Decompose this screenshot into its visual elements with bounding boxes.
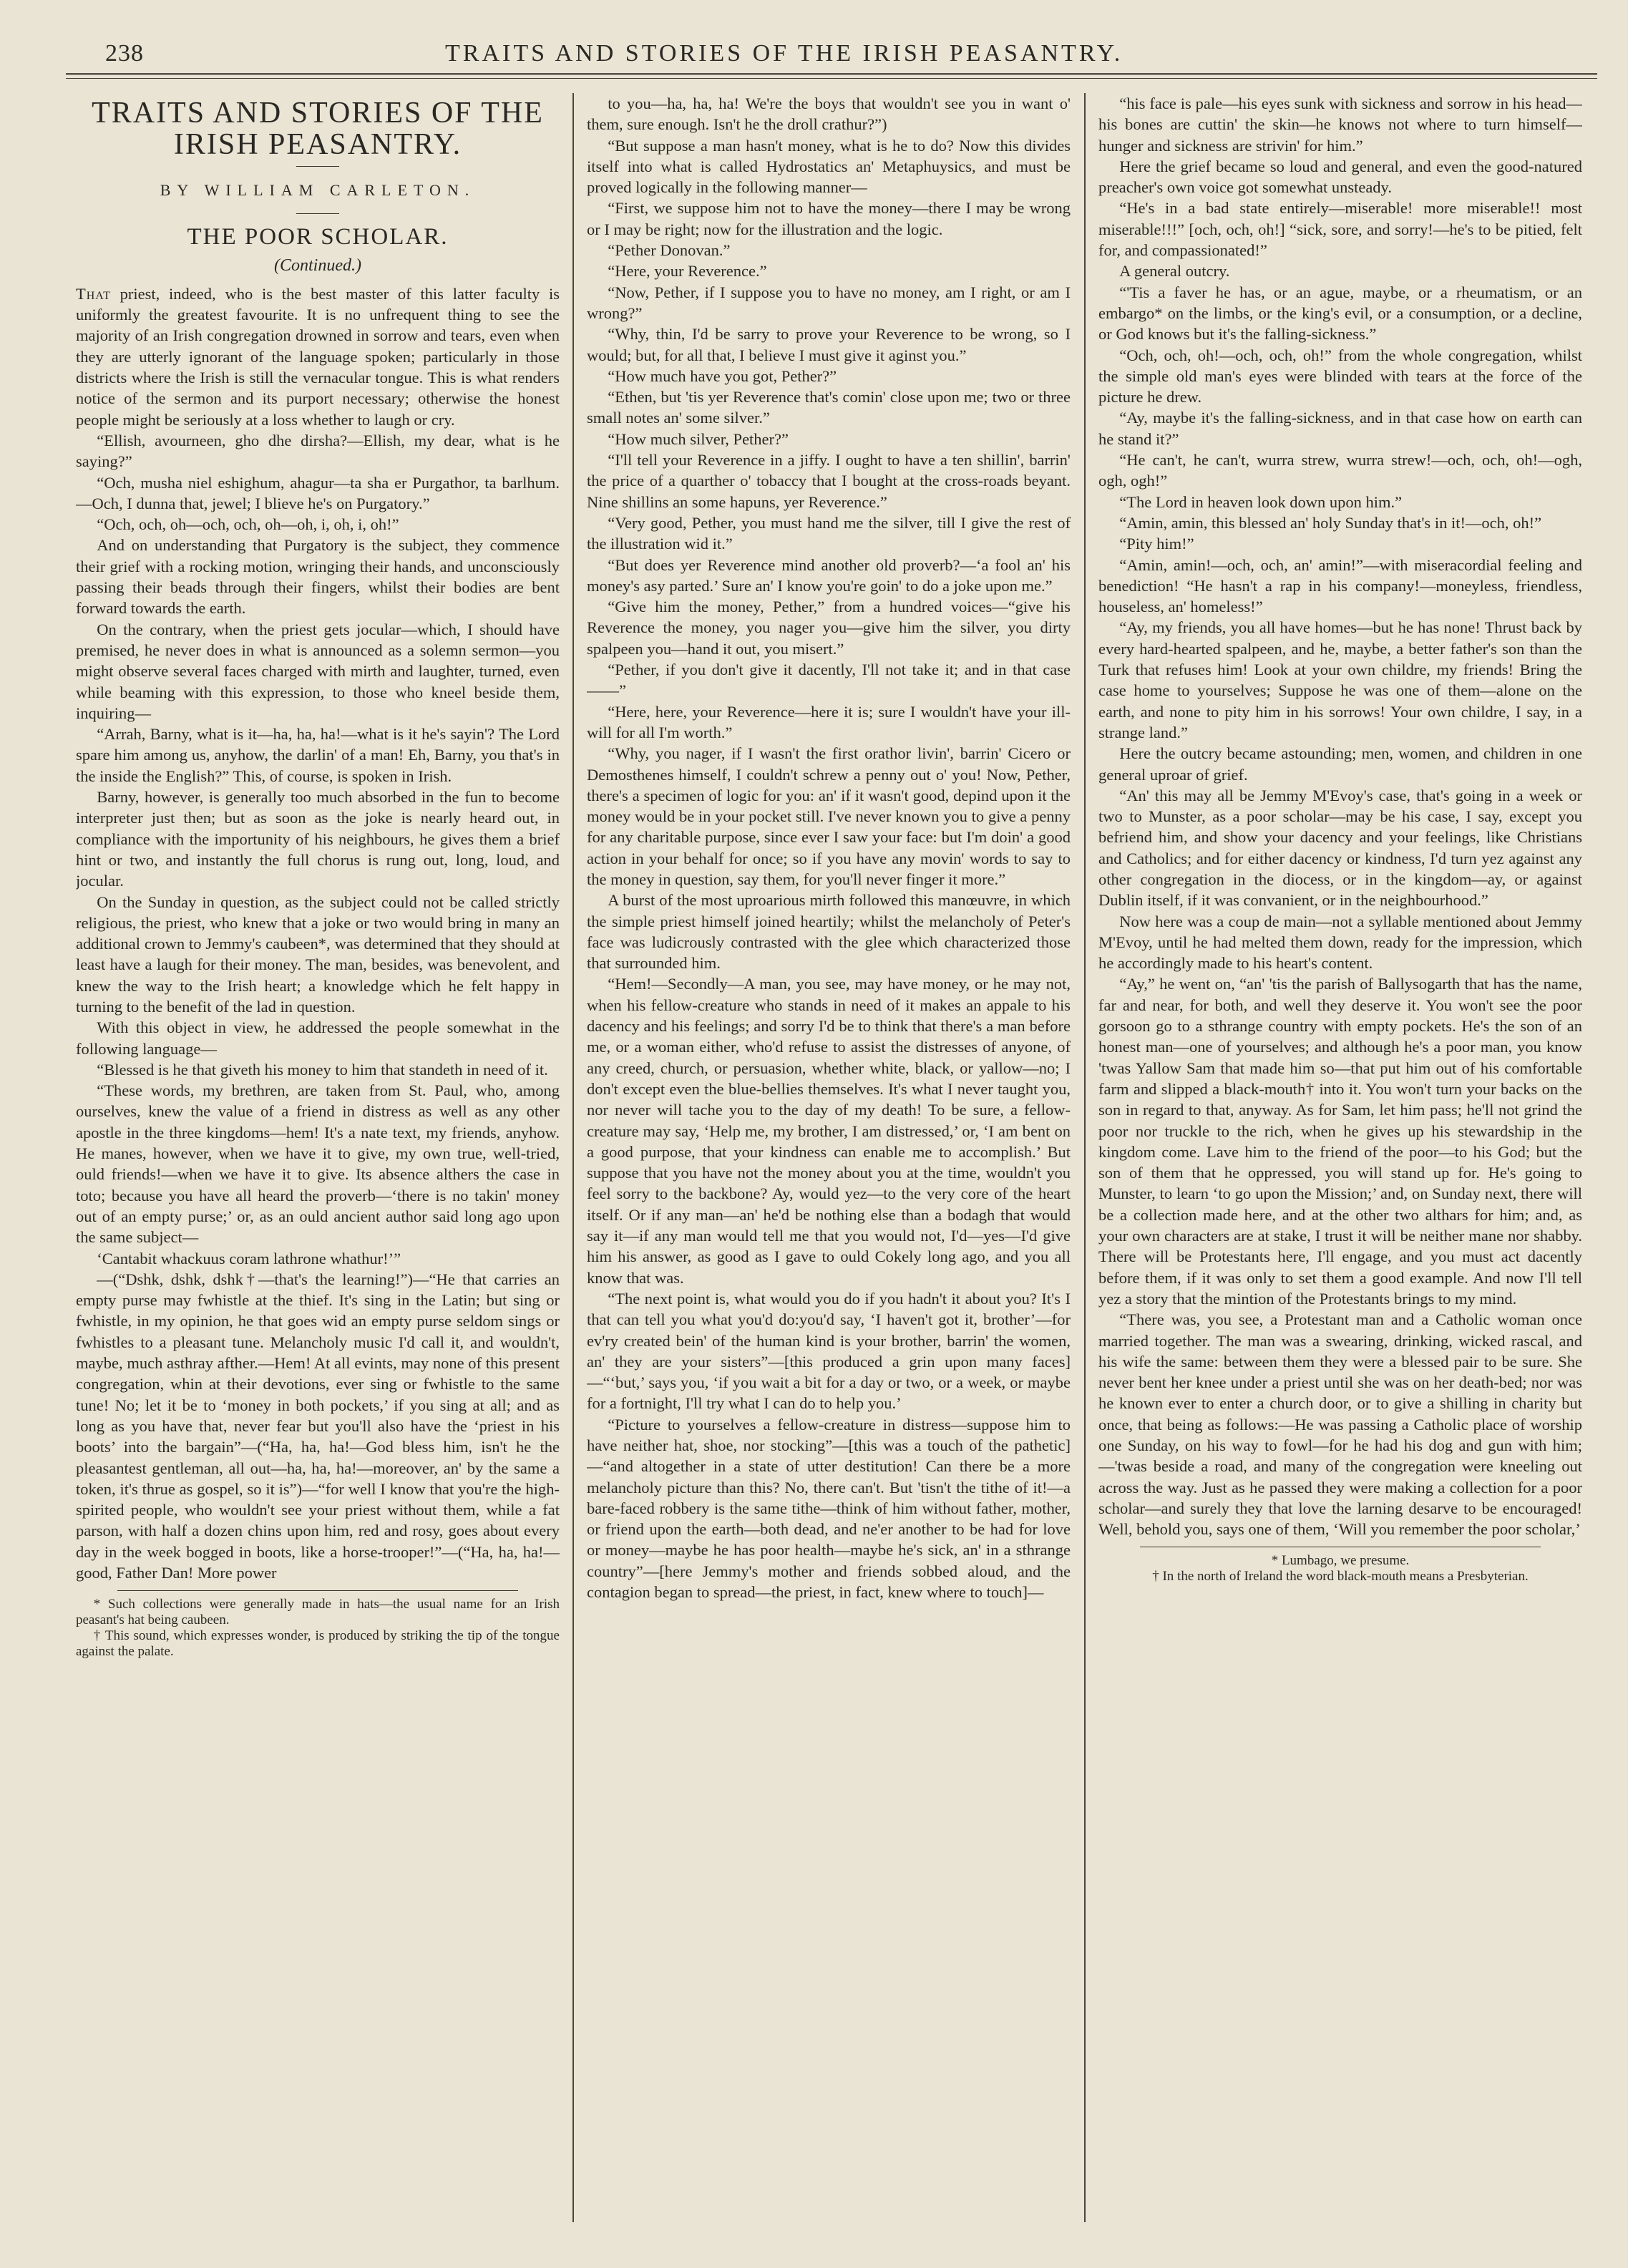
paragraph bbox=[76, 283, 560, 430]
paragraph: “How much have you got, Pether?” bbox=[608, 366, 837, 385]
running-head bbox=[66, 37, 1597, 80]
article-byline: BY WILLIAM CARLETON. bbox=[160, 181, 476, 199]
column-1-body bbox=[76, 283, 560, 1583]
paragraph: Here the outcry became astounding; men, women, and children in one general uproar of grief. bbox=[1098, 744, 1582, 784]
paragraph: “The Lord in heaven look down upon him.” bbox=[1119, 492, 1403, 511]
paragraph: “He can't, he can't, wurra strew, wurra strew!—och, och, oh!—ogh, ogh, ogh!” bbox=[1098, 451, 1582, 490]
paragraph: “Why, thin, I'd be sarry to prove your Reverence to be wrong, so I would; but, for all that, I believe I must give it aginst you.” bbox=[587, 325, 1071, 364]
paragraph: —(“Dshk, dshk, dshk†—that's the learning!”)—“He that carries an empty purse may fwhistle at the thief. It's sing in the Latin; but sing or fwhistle, in my opinion, he that goes wid an empty purse seldom sings or fwhistles to a pleasant tune. Melancholy music I'd call it, and wouldn't, maybe, much asthray afther.—Hem! At all evints, may none of this present congregation, whin at their devotions, ever sing or fwhistle to the same tune! No; let it be to ‘money in both pockets,’ if you sing at all; and as long as you have that, never fear but you'll also have the ‘priest in his boots’ into the bargain”—(“Ha, ha, ha!—God bless him, isn't he the pleasantest gentleman, all out—ha, ha, ha!—moreover, an' by the same a token, it's thrue as gospel, so it is”)—“for well I know that you're the high-spirited people, who wouldn't see your priest without them, while a fat parson, with half a dozen chins upon him, red and rosy, goes about every day in the week bogged in boots, like a horse-trooper!”—(“Ha, ha, ha!—good, Father Dan! More power bbox=[76, 1270, 560, 1582]
paragraph: “An' this may all be Jemmy M'Evoy's case, that's going in a week or two to Munster, as a poor scholar—may be his case, I say, except you befriend him, and show your dacency and your feelings, like Christians and Catholics; and for either dacency or kindness, I'd turn yez against any other congregation in the diocess, or in the kingdom—ay, or against Dublin itself, if it was convanient, or in the neighbourhood.” bbox=[1098, 786, 1582, 910]
paragraph-text: priest, indeed, who is the best master of this latter faculty is uniformly the greatest favourite. It is no unfrequent thing to see the majority of an Irish congregation drowned in sorrow and tears, even when they are utterly ignorant of the language spoken; particularly in those districts where the Irish is still the vernacular tongue. This is what renders notice of the sermon and its purport necessary; otherwise the honest people might be seriously at a loss whether to laugh or cry. bbox=[76, 284, 560, 429]
paragraph: A general outcry. bbox=[1119, 262, 1230, 281]
column-2 bbox=[587, 93, 1071, 2222]
header-rule bbox=[66, 73, 1597, 79]
column-1-footnotes bbox=[76, 1590, 560, 1660]
column-3-body bbox=[1098, 93, 1582, 1539]
paragraph: “There was, you see, a Protestant man and a Catholic woman once married together. The man was a swearing, drinking, wicked rascal, and his wife the same: between them they were a blessed pair to be sure. She never bent her knee under a priest until she was on her death-bed; nor was he known ever to enter a church door, or to give a shilling in charity but once, that being as follows:—He was passing a Catholic place of worship one Sunday, on his way to fowl—for he had his dog and gun with him;—'twas beside a road, and many of the congregation were kneeling out across the way. Just as he passed they were making a collection for a poor scholar—and surely they that love the larning desarve to be encouraged! Well, behold you, says one of them, ‘Will you remember the poor scholar,’ bbox=[1098, 1310, 1582, 1539]
column-rule bbox=[572, 93, 574, 2222]
paragraph: “Amin, amin, this blessed an' holy Sunday that's in it!—och, oh!” bbox=[1119, 513, 1542, 532]
paragraph: “Give him the money, Pether,” from a hundred voices—“give his Reverence the money, you nager you—give him the silver, you dirty spalpeen you—hand it out, you misert.” bbox=[587, 598, 1071, 658]
paragraph: “I'll tell your Reverence in a jiffy. I ought to have a ten shillin', barrin' the price of a quarther o' tobaccy that I bought at the cross-roads beyant. Nine shillins an some hapuns, yer Reverence.” bbox=[587, 451, 1071, 511]
footnote: † In the north of Ireland the word black-mouth means a Presbyterian. bbox=[1152, 1569, 1529, 1585]
paragraph: “Ellish, avourneen, gho dhe dirsha?—Ellish, my dear, what is he saying?” bbox=[76, 431, 560, 471]
paragraph: With this object in view, he addressed the people somewhat in the following language— bbox=[76, 1018, 560, 1058]
paragraph: “Och, och, oh!—och, och, oh!” from the whole congregation, whilst the simple old man's eyes were blinded with tears at the force of the picture he drew. bbox=[1098, 346, 1582, 407]
paragraph: “First, we suppose him not to have the money—there I may be wrong or I may be right; now for the illustration and the logic. bbox=[587, 199, 1071, 238]
paragraph: “Arrah, Barny, what is it—ha, ha, ha!—what is it he's sayin'? The Lord spare him among us, anyhow, the darlin' of a man! Eh, Barny, you that's in the inside the English?” This, of course, is spoken in Irish. bbox=[76, 725, 560, 785]
paragraph: “But suppose a man hasn't money, what is he to do? Now this divides itself into what is called Hydrostatics an' Metaphuysics, and must be proved logically in the following manner— bbox=[587, 136, 1071, 197]
paragraph: On the Sunday in question, as the subject could not be called strictly religious, the priest, who knew that a joke or two would bring in many an additional crown to Jemmy's caubeen*, was determined that they should at least have a laugh for their money. The man, besides, was benevolent, and knew the way to the Irish heart; a knowledge which he felt happy in turning to the benefit of the lad in question. bbox=[76, 892, 560, 1016]
footnote: † This sound, which expresses wonder, is produced by striking the tip of the tongue against the palate. bbox=[76, 1628, 560, 1660]
paragraph: “Hem!—Secondly—A man, you see, may have money, or he may not, when his fellow-creature who stands in need of it makes an appale to his dacency and his feelings; and sorry I'd be to think that there's a man before me, or a woman either, who'd refuse to assist the distresses of anyone, of any creed, church, or persuasion, whether white, black, or yallow—no; I don't except even the blue-bellies themselves. It's what I never taught you, nor never will tache you to the day of my death! To be sure, a fellow-creature may say, ‘Help me, my brother, I am distressed,’ or, ‘I am bent on a good purpose, that your kindness can enable me to accomplish.’ But suppose that you have not the money about you at the time, wouldn't you feel sorry to the backbone? Ay, would yez—to the very core of the heart itself. Or if any man—an' he'd be nothing else than a bodagh that would say it—if any man would tell me that you would not, I'd—yes—I'd give him his answer, as good as I gave to ould Cokely long ago, and you all know that was. bbox=[587, 975, 1071, 1287]
paragraph: “Now, Pether, if I suppose you to have no money, am I right, or am I wrong?” bbox=[587, 283, 1071, 322]
article-title: TRAITS AND STORIES OF THE IRISH PEASANTRY. bbox=[92, 97, 544, 161]
running-title: TRAITS AND STORIES OF THE IRISH PEASANTRY. bbox=[445, 40, 1123, 67]
paragraph: On the contrary, when the priest gets jocular—which, I should have premised, he never does in what is announced as a solemn sermon—you might observe several faces charged with mirth and laughter, turned, even while beaming with this expression, to those who kneel beside them, inquiring— bbox=[76, 620, 560, 722]
paragraph: “Very good, Pether, you must hand me the silver, till I give the rest of the illustration wid it.” bbox=[587, 513, 1071, 553]
paragraph: “Pity him!” bbox=[1119, 535, 1194, 553]
paragraph: And on understanding that Purgatory is the subject, they commence their grief with a rocking motion, wringing their hands, and unconsciously passing their beads through their fingers, whilst their bodies are bent forward towards the earth. bbox=[76, 536, 560, 618]
paragraph: Here the grief became so loud and general, and even the good-natured preacher's own voice got somewhat unsteady. bbox=[1098, 157, 1582, 197]
column-2-body bbox=[587, 93, 1071, 1602]
paragraph: “Och, musha niel eshighum, ahagur—ta sha er Purgathor, ta barlhum.—Och, I dunna that, jewel; I blieve he's on Purgatory.” bbox=[76, 473, 560, 512]
article-subtitle: THE POOR SCHOLAR. bbox=[187, 224, 449, 250]
paragraph: to you—ha, ha, ha! We're the boys that wouldn't see you in want o' them, sure enough. Isn't he the droll crathur?”) bbox=[587, 94, 1071, 134]
lead-word: That bbox=[76, 284, 111, 303]
paragraph: “Blessed is he that giveth his money to him that standeth in need of it. bbox=[97, 1060, 548, 1079]
paragraph: “He's in a bad state entirely—miserable! more miserable!! most miserable!!!” [och, och, oh!] “sick, sore, and sorry!—he's to be pitied, felt for, and compassionated!” bbox=[1098, 199, 1582, 260]
paragraph: “The next point is, what would you do if you hadn't it about you? It's I that can tell you what you'd do:you'd say, ‘I haven't got it, brother’—for ev'ry created bein' of the human kind is your brother, barrin' the women, an' they are your sisters”—[this produced a grin upon many faces]—“‘but,’ says you, ‘if you wait a bit for a day or two, or a week, or maybe for a fortnight, I'll try what I can do to help you.’ bbox=[587, 1289, 1071, 1413]
column-3 bbox=[1098, 93, 1582, 2222]
footnote: * Such collections were generally made in hats—the usual name for an Irish peasant's hat being caubeen. bbox=[76, 1597, 560, 1628]
paragraph: “Ay, my friends, you all have homes—but he has none! Thrust back by every hard-hearted spalpeen, and he, maybe, a better father's son than the Turk that refuses him! Look at your own childre, my friends! Bring the case home to yourselves; Suppose he was one of them—alone on the earth, and none to pity him in his sorrows! Your own childre, I say, in a strange land.” bbox=[1098, 618, 1582, 741]
paragraph: “Here, your Reverence.” bbox=[608, 262, 767, 281]
continued-note: (Continued.) bbox=[274, 255, 361, 275]
title-rule bbox=[296, 166, 339, 167]
paragraph: “Pether, if you don't give it dacently, I'll not take it; and in that case——” bbox=[587, 661, 1071, 700]
paragraph: “his face is pale—his eyes sunk with sickness and sorrow in his head—his bones are cuttin' the skin—he knows not where to turn himself—hunger and sickness are strivin' for him.” bbox=[1098, 94, 1582, 155]
footnote-rule bbox=[117, 1590, 518, 1591]
paragraph: “These words, my brethren, are taken from St. Paul, who, among ourselves, knew the value of a friend in distress as well as any other apostle in the three kingdoms—hem! It's a nate text, my friends, anyhow. He manes, however, when we have it to give, my own true, well-tried, ould friends!—when we have it to give. Its absence althers the case in toto; because you have all heard the proverb—‘there is no takin' money out of an empty purse;’ or, as an ould ancient author said long ago upon the same subject— bbox=[76, 1081, 560, 1247]
paragraph: “Och, och, oh—och, och, oh—oh, i, oh, i, oh!” bbox=[97, 515, 399, 534]
column-1 bbox=[76, 93, 560, 2222]
footnote: * Lumbago, we presume. bbox=[1271, 1553, 1410, 1569]
paragraph: Barny, however, is generally too much absorbed in the fun to become interpreter just then; but as soon as the joke is nearly heard out, in compliance with the importunity of his neighbours, he gives them a brief hint or two, and instantly the full chorus is rung out, long, loud, and jocular. bbox=[76, 788, 560, 890]
paragraph: A burst of the most uproarious mirth followed this manœuvre, in which the simple priest himself joined heartily; whilst the melancholy of Peter's face was ludicrously contrasted with the glee which characterized those that surrounded him. bbox=[587, 891, 1071, 973]
page-number: 238 bbox=[105, 40, 144, 67]
paragraph: “Why, you nager, if I wasn't the first orathor livin', barrin' Cicero or Demosthenes himself, I couldn't schrew a penny out o' you! Now, Pether, there's a specimen of logic for you: an' if it wasn't good, depind upon it the money would be in your pocket still. I've never known you to give a penny for any charitable purpose, since ever I saw your face: but I'm doin' a good action in your behalf for once; so if you have any movin' words to say to the money in question, say them, for you'll never finger it more.” bbox=[587, 744, 1071, 888]
paragraph: “Here, here, your Reverence—here it is; sure I wouldn't have your ill-will for all I'm worth.” bbox=[587, 702, 1071, 741]
paragraph: “How much silver, Pether?” bbox=[608, 429, 789, 448]
column-rule bbox=[1084, 93, 1086, 2222]
byline-rule bbox=[296, 213, 339, 214]
paragraph: ‘Cantabit whackuus coram lathrone whathur!’” bbox=[97, 1249, 401, 1267]
paragraph: “Ethen, but 'tis yer Reverence that's comin' close upon me; two or three small notes an' some silver.” bbox=[587, 388, 1071, 427]
newspaper-page bbox=[66, 37, 1597, 2242]
paragraph: Now here was a coup de main—not a syllable mentioned about Jemmy M'Evoy, until he had melted them down, ready for the impression, which he accordingly made to his heart's content. bbox=[1098, 912, 1582, 973]
paragraph: “Ay, maybe it's the falling-sickness, and in that case how on earth can he stand it?” bbox=[1098, 409, 1582, 448]
paragraph: “But does yer Reverence mind another old proverb?—‘a fool an' his money's asy parted.’ Sure an' I know you're goin' to do a joke upon me.” bbox=[587, 555, 1071, 595]
column-3-footnotes bbox=[1098, 1547, 1582, 1585]
paragraph: “Amin, amin!—och, och, an' amin!”—with miseracordial feeling and benediction! “He hasn't a rap in his company!—moneyless, friendless, houseless, an' homeless!” bbox=[1098, 555, 1582, 616]
paragraph: “Pether Donovan.” bbox=[608, 241, 731, 260]
paragraph: “'Tis a faver he has, or an ague, maybe, or a rheumatism, or an embargo* on the limbs, or the king's evil, or a consumption, or a decline, or God knows but it's the falling-sickness.” bbox=[1098, 283, 1582, 344]
paragraph: “Picture to yourselves a fellow-creature in distress—suppose him to have neither hat, shoe, nor stocking”—[this was a touch of the pathetic]—“and altogether in a state of utter destitution! Can there be a more melancholy picture than this? No, there can't. But 'tisn't the tithe of it!—a bare-faced robbery is the same tithe—think of him without father, mother, or friend upon the earth—both dead, and ne'er another to be had for love or money—maybe he has poor health—maybe he's sick, an' in a sthrange country”—[here Jemmy's mother and friends sobbed aloud, and the contagion began to spread—the priest, in fact, knew where to touch]— bbox=[587, 1415, 1071, 1602]
paragraph: “Ay,” he went on, “an' 'tis the parish of Ballysogarth that has the name, far and near, for both, and well they deserve it. You won't see the poor gorsoon go to a sthrange country with empty pockets. He's the son of an honest man—one of yourselves; and although he's a poor man, you know 'twas Yallow Sam that made him so—that put him out of his comfortable farm and slipped a black-mouth† into it. You won't turn your backs on the son in regard to that, anyway. As for Sam, let him pass; he'll not grind the poor nor truckle to the rich, when he gives up his stewardship in the kingdom come. Lave him to the friend of the poor—to his God; but the son of them that he oppressed, you will stand up for. He's going to Munster, to learn ‘to go upon the Mission;’ and, on Sunday next, there will be a collection made here, and at the other two althars for him; and, as your own characters are at stake, I trust it will be neither mane nor shabby. There will be Protestants here, I'll engage, and you must act dacently before them, if it was only to set them a good example. And now I'll tell yez a story that the mintion of the Protestants brings to my mind. bbox=[1098, 975, 1582, 1308]
